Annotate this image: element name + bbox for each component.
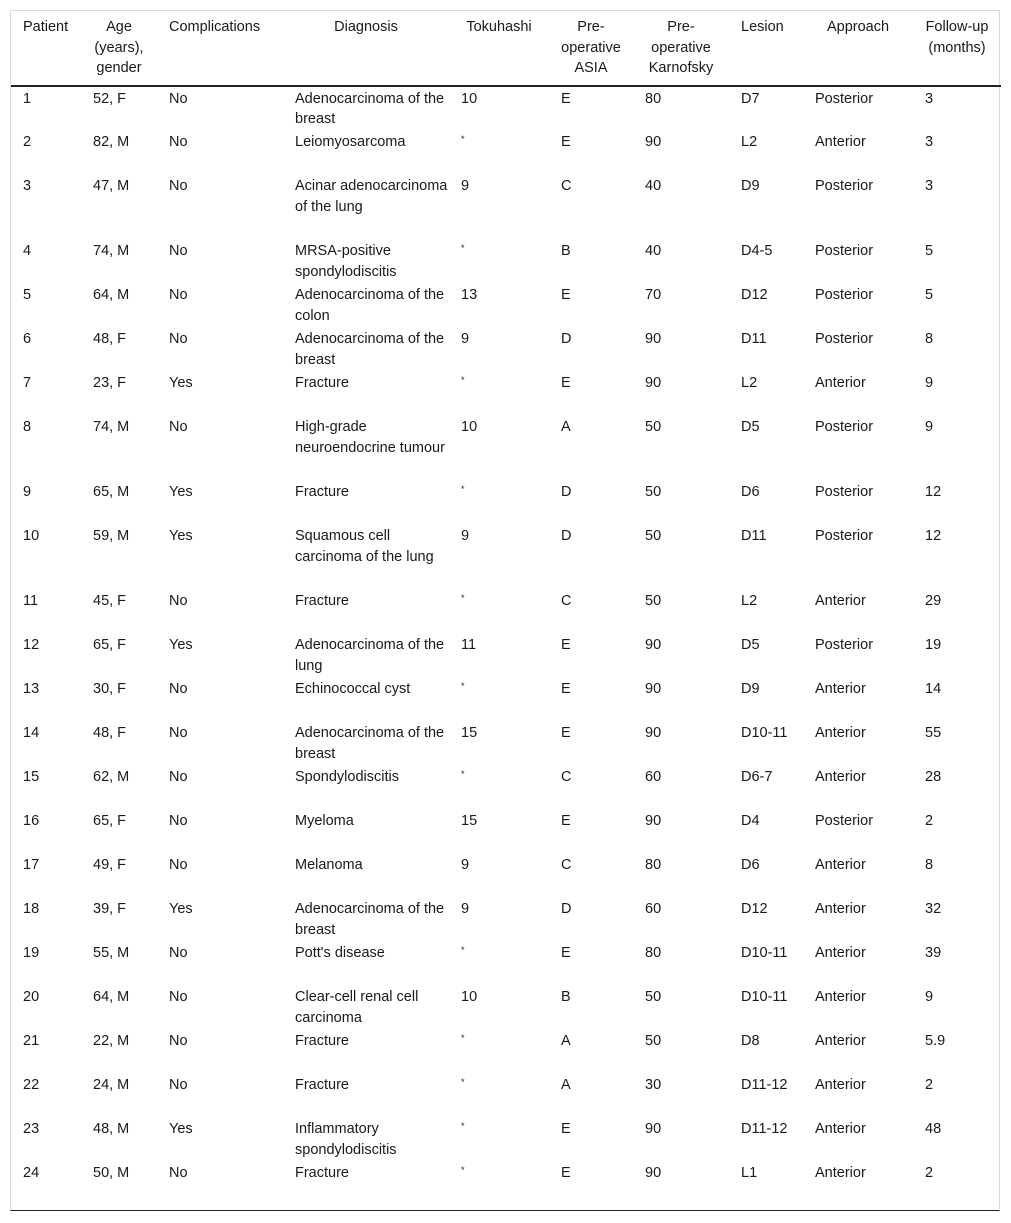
column-header: Age (years), gender — [81, 11, 157, 86]
cell-approach: Anterior — [815, 680, 866, 697]
cell-age: 59, M — [93, 527, 130, 544]
cell-age: 48, F — [93, 330, 127, 347]
cell-complications: No — [169, 1076, 188, 1093]
cell-patient: 14 — [23, 724, 40, 741]
cell-lesion: D10-11 — [741, 724, 788, 741]
cell-complications: No — [169, 724, 188, 741]
cell-lesion: D6-7 — [741, 768, 773, 785]
cell-followup: 48 — [925, 1120, 942, 1137]
cell-tokuhashi: * — [461, 133, 465, 144]
cell-patient: 19 — [23, 944, 40, 961]
table-row — [11, 480, 1001, 524]
cell-patient: 22 — [23, 1076, 40, 1093]
cell-complications: No — [169, 418, 188, 435]
cell-age: 24, M — [93, 1076, 130, 1093]
cell-asia: E — [561, 286, 571, 303]
cell-age: 64, M — [93, 286, 130, 303]
cell-tokuhashi: * — [461, 242, 465, 253]
cell-followup: 3 — [925, 177, 934, 194]
cell-asia: C — [561, 768, 572, 785]
cell-lesion: D11-12 — [741, 1076, 788, 1093]
table-row — [11, 985, 1001, 1029]
table-row — [11, 721, 1001, 765]
cell-followup: 3 — [925, 90, 934, 107]
cell-tokuhashi: 11 — [461, 636, 477, 653]
table-row — [11, 415, 1001, 480]
cell-approach: Posterior — [815, 242, 874, 259]
cell-complications: No — [169, 330, 188, 347]
cell-asia: A — [561, 418, 571, 435]
cell-followup: 5.9 — [925, 1032, 946, 1049]
table-row — [11, 524, 1001, 589]
cell-followup: 2 — [925, 1076, 934, 1093]
cell-patient: 15 — [23, 768, 40, 785]
cell-diagnosis: Clear-cell renal cell carcinoma — [295, 988, 419, 1026]
table-row — [11, 809, 1001, 853]
cell-age: 65, F — [93, 812, 127, 829]
cell-lesion: D11-12 — [741, 1120, 788, 1137]
cell-lesion: D4 — [741, 812, 760, 829]
cell-asia: E — [561, 90, 571, 107]
cell-diagnosis: Fracture — [295, 483, 349, 500]
cell-age: 47, M — [93, 177, 130, 194]
cell-approach: Anterior — [815, 1032, 866, 1049]
cell-lesion: D9 — [741, 680, 760, 697]
cell-diagnosis: Fracture — [295, 1076, 349, 1093]
cell-age: 49, F — [93, 856, 127, 873]
cell-tokuhashi: * — [461, 374, 465, 385]
cell-tokuhashi: * — [461, 1076, 465, 1087]
cell-lesion: D5 — [741, 418, 760, 435]
cell-lesion: D4-5 — [741, 242, 773, 259]
cell-followup: 9 — [925, 418, 934, 435]
cell-asia: D — [561, 900, 572, 917]
cell-patient: 17 — [23, 856, 40, 873]
cell-approach: Anterior — [815, 1164, 866, 1181]
cell-karnofsky: 50 — [645, 592, 662, 609]
cell-tokuhashi: 9 — [461, 330, 470, 347]
cell-tokuhashi: 15 — [461, 724, 478, 741]
cell-tokuhashi: 9 — [461, 900, 470, 917]
cell-followup: 12 — [925, 527, 942, 544]
cell-approach: Anterior — [815, 1120, 866, 1137]
column-header: Patient — [11, 11, 81, 86]
cell-complications: No — [169, 133, 188, 150]
cell-followup: 2 — [925, 1164, 934, 1181]
cell-diagnosis: Myeloma — [295, 812, 354, 829]
cell-age: 82, M — [93, 133, 130, 150]
cell-lesion: D6 — [741, 483, 760, 500]
cell-tokuhashi: 10 — [461, 418, 478, 435]
cell-approach: Anterior — [815, 1076, 866, 1093]
cell-karnofsky: 90 — [645, 812, 662, 829]
cell-tokuhashi: * — [461, 768, 465, 779]
cell-tokuhashi: * — [461, 1164, 465, 1175]
cell-asia: D — [561, 527, 572, 544]
cell-tokuhashi: * — [461, 592, 465, 603]
cell-complications: No — [169, 1164, 188, 1181]
cell-lesion: D10-11 — [741, 944, 788, 961]
cell-complications: No — [169, 1032, 188, 1049]
cell-lesion: D7 — [741, 90, 760, 107]
cell-karnofsky: 80 — [645, 856, 662, 873]
cell-approach: Anterior — [815, 768, 866, 785]
cell-age: 74, M — [93, 242, 130, 259]
table-row — [11, 174, 1001, 239]
cell-followup: 39 — [925, 944, 942, 961]
cell-approach: Posterior — [815, 418, 874, 435]
cell-approach: Posterior — [815, 812, 874, 829]
column-header: Tokuhashi — [449, 11, 549, 86]
cell-asia: C — [561, 856, 572, 873]
table-row — [11, 86, 1001, 130]
cell-complications: No — [169, 177, 188, 194]
cell-tokuhashi: 15 — [461, 812, 478, 829]
cell-complications: No — [169, 680, 188, 697]
cell-complications: No — [169, 592, 188, 609]
cell-approach: Anterior — [815, 988, 866, 1005]
cell-karnofsky: 80 — [645, 944, 662, 961]
cell-patient: 20 — [23, 988, 40, 1005]
cell-age: 74, M — [93, 418, 130, 435]
cell-asia: D — [561, 483, 572, 500]
cell-diagnosis: Adenocarcinoma of the lung — [295, 636, 445, 674]
cell-lesion: L2 — [741, 374, 758, 391]
cell-approach: Posterior — [815, 177, 874, 194]
cell-followup: 19 — [925, 636, 942, 653]
cell-age: 48, F — [93, 724, 127, 741]
cell-age: 22, M — [93, 1032, 130, 1049]
cell-patient: 5 — [23, 286, 32, 303]
cell-tokuhashi: * — [461, 1032, 465, 1043]
cell-diagnosis: Leiomyosarcoma — [295, 133, 406, 150]
cell-diagnosis: Inflammatory spondylodiscitis — [295, 1120, 397, 1158]
cell-karnofsky: 60 — [645, 900, 662, 917]
table-container — [10, 10, 1000, 1211]
cell-age: 50, M — [93, 1164, 130, 1181]
cell-asia: E — [561, 724, 571, 741]
column-header: Pre-operative ASIA — [549, 11, 633, 86]
cell-patient: 4 — [23, 242, 32, 259]
cell-approach: Anterior — [815, 374, 866, 391]
table-row — [11, 677, 1001, 721]
column-header: Diagnosis — [283, 11, 449, 86]
cell-diagnosis: Acinar adenocarcinoma of the lung — [295, 177, 448, 215]
cell-lesion: D12 — [741, 286, 768, 303]
column-header: Lesion — [729, 11, 803, 86]
cell-karnofsky: 50 — [645, 1032, 662, 1049]
cell-diagnosis: Adenocarcinoma of the colon — [295, 286, 445, 324]
cell-age: 48, M — [93, 1120, 130, 1137]
cell-karnofsky: 90 — [645, 1120, 662, 1137]
cell-diagnosis: Adenocarcinoma of the breast — [295, 724, 445, 762]
cell-diagnosis: Fracture — [295, 374, 349, 391]
cell-patient: 6 — [23, 330, 32, 347]
cell-karnofsky: 60 — [645, 768, 662, 785]
cell-karnofsky: 80 — [645, 90, 662, 107]
cell-patient: 18 — [23, 900, 40, 917]
table-row — [11, 1073, 1001, 1117]
table-row — [11, 633, 1001, 677]
cell-complications: Yes — [169, 527, 193, 544]
cell-karnofsky: 90 — [645, 680, 662, 697]
cell-patient: 23 — [23, 1120, 40, 1137]
cell-approach: Posterior — [815, 330, 874, 347]
cell-age: 23, F — [93, 374, 127, 391]
header-row — [11, 11, 1001, 86]
cell-patient: 21 — [23, 1032, 40, 1049]
cell-lesion: D8 — [741, 1032, 760, 1049]
cell-patient: 11 — [23, 592, 39, 609]
column-header: Complications — [157, 11, 283, 86]
cell-patient: 7 — [23, 374, 32, 391]
table-row — [11, 283, 1001, 327]
cell-tokuhashi: 9 — [461, 527, 470, 544]
cell-followup: 9 — [925, 374, 934, 391]
cell-approach: Posterior — [815, 90, 874, 107]
table-row — [11, 765, 1001, 809]
table-row — [11, 327, 1001, 371]
cell-karnofsky: 90 — [645, 133, 662, 150]
cell-approach: Posterior — [815, 286, 874, 303]
cell-patient: 8 — [23, 418, 32, 435]
cell-followup: 32 — [925, 900, 942, 917]
cell-followup: 3 — [925, 133, 934, 150]
cell-diagnosis: High-grade neuroendocrine tumour — [295, 418, 445, 456]
cell-asia: B — [561, 242, 571, 259]
cell-tokuhashi: 9 — [461, 177, 470, 194]
cell-approach: Anterior — [815, 724, 866, 741]
cell-followup: 55 — [925, 724, 942, 741]
cell-complications: Yes — [169, 636, 193, 653]
cell-complications: Yes — [169, 1120, 193, 1137]
cell-diagnosis: Adenocarcinoma of the breast — [295, 90, 445, 128]
cell-karnofsky: 70 — [645, 286, 662, 303]
cell-karnofsky: 90 — [645, 724, 662, 741]
cell-age: 65, M — [93, 483, 130, 500]
cell-patient: 2 — [23, 133, 32, 150]
cell-followup: 12 — [925, 483, 942, 500]
cell-asia: E — [561, 374, 571, 391]
cell-karnofsky: 40 — [645, 177, 662, 194]
cell-complications: No — [169, 944, 188, 961]
cell-age: 52, F — [93, 90, 127, 107]
cell-karnofsky: 50 — [645, 527, 662, 544]
cell-age: 39, F — [93, 900, 127, 917]
cell-age: 45, F — [93, 592, 127, 609]
cell-tokuhashi: 10 — [461, 90, 478, 107]
cell-followup: 9 — [925, 988, 934, 1005]
cell-approach: Anterior — [815, 944, 866, 961]
cell-tokuhashi: 9 — [461, 856, 470, 873]
cell-approach: Anterior — [815, 900, 866, 917]
table-row — [11, 1161, 1001, 1205]
cell-karnofsky: 90 — [645, 330, 662, 347]
cell-diagnosis: Melanoma — [295, 856, 363, 873]
cell-patient: 24 — [23, 1164, 40, 1181]
cell-diagnosis: Adenocarcinoma of the breast — [295, 330, 445, 368]
cell-tokuhashi: * — [461, 944, 465, 955]
cell-followup: 14 — [925, 680, 942, 697]
cell-patient: 13 — [23, 680, 40, 697]
cell-approach: Anterior — [815, 856, 866, 873]
cell-asia: E — [561, 680, 571, 697]
cell-diagnosis: Echinococcal cyst — [295, 680, 411, 697]
cell-karnofsky: 50 — [645, 418, 662, 435]
cell-complications: Yes — [169, 483, 193, 500]
table-row — [11, 853, 1001, 897]
cell-patient: 16 — [23, 812, 40, 829]
cell-asia: C — [561, 592, 572, 609]
cell-age: 65, F — [93, 636, 127, 653]
cell-age: 30, F — [93, 680, 127, 697]
cell-lesion: D9 — [741, 177, 760, 194]
cell-complications: No — [169, 242, 188, 259]
cell-diagnosis: Fracture — [295, 1164, 349, 1181]
cell-approach: Posterior — [815, 483, 874, 500]
cell-complications: No — [169, 856, 188, 873]
cell-lesion: D11 — [741, 527, 767, 544]
cell-diagnosis: Spondylodiscitis — [295, 768, 399, 785]
cell-tokuhashi: * — [461, 680, 465, 691]
cell-approach: Anterior — [815, 592, 866, 609]
cell-karnofsky: 90 — [645, 1164, 662, 1181]
table-body — [11, 86, 1001, 1205]
cell-patient: 9 — [23, 483, 32, 500]
table-row — [11, 897, 1001, 941]
cell-age: 64, M — [93, 988, 130, 1005]
cell-complications: No — [169, 812, 188, 829]
cell-karnofsky: 50 — [645, 988, 662, 1005]
cell-karnofsky: 90 — [645, 636, 662, 653]
cell-asia: E — [561, 944, 571, 961]
cell-patient: 1 — [23, 90, 32, 107]
cell-lesion: D6 — [741, 856, 760, 873]
cell-diagnosis: MRSA-positive spondylodiscitis — [295, 242, 397, 280]
cell-patient: 12 — [23, 636, 40, 653]
cell-karnofsky: 30 — [645, 1076, 662, 1093]
table-row — [11, 589, 1001, 633]
cell-diagnosis: Squamous cell carcinoma of the lung — [295, 527, 434, 565]
cell-age: 62, M — [93, 768, 130, 785]
cell-diagnosis: Fracture — [295, 592, 349, 609]
cell-patient: 10 — [23, 527, 40, 544]
cell-asia: E — [561, 1120, 571, 1137]
cell-asia: D — [561, 330, 572, 347]
cell-karnofsky: 40 — [645, 242, 662, 259]
cell-lesion: D10-11 — [741, 988, 788, 1005]
table-row — [11, 1029, 1001, 1073]
cell-lesion: D11 — [741, 330, 767, 347]
column-header: Approach — [803, 11, 913, 86]
cell-lesion: L2 — [741, 133, 758, 150]
table-row — [11, 941, 1001, 985]
cell-lesion: D12 — [741, 900, 768, 917]
cell-lesion: D5 — [741, 636, 760, 653]
cell-complications: No — [169, 988, 188, 1005]
cell-diagnosis: Adenocarcinoma of the breast — [295, 900, 445, 938]
table-row — [11, 1117, 1001, 1161]
cell-followup: 29 — [925, 592, 942, 609]
patient-table — [11, 11, 1001, 1205]
cell-asia: E — [561, 636, 571, 653]
cell-followup: 8 — [925, 856, 934, 873]
cell-complications: No — [169, 286, 188, 303]
cell-complications: No — [169, 90, 188, 107]
table-row — [11, 371, 1001, 415]
cell-approach: Anterior — [815, 133, 866, 150]
cell-approach: Posterior — [815, 636, 874, 653]
cell-asia: E — [561, 133, 571, 150]
cell-tokuhashi: * — [461, 483, 465, 494]
cell-karnofsky: 90 — [645, 374, 662, 391]
cell-complications: No — [169, 768, 188, 785]
cell-karnofsky: 50 — [645, 483, 662, 500]
cell-lesion: L1 — [741, 1164, 758, 1181]
cell-asia: A — [561, 1032, 571, 1049]
cell-asia: B — [561, 988, 571, 1005]
table-row — [11, 130, 1001, 174]
cell-followup: 2 — [925, 812, 934, 829]
cell-asia: E — [561, 1164, 571, 1181]
cell-lesion: L2 — [741, 592, 758, 609]
cell-followup: 8 — [925, 330, 934, 347]
cell-tokuhashi: * — [461, 1120, 465, 1131]
cell-diagnosis: Fracture — [295, 1032, 349, 1049]
cell-followup: 28 — [925, 768, 942, 785]
cell-age: 55, M — [93, 944, 130, 961]
column-header: Follow-up (months) — [913, 11, 1001, 86]
cell-tokuhashi: 10 — [461, 988, 478, 1005]
cell-complications: Yes — [169, 374, 193, 391]
cell-followup: 5 — [925, 242, 934, 259]
cell-followup: 5 — [925, 286, 934, 303]
cell-asia: C — [561, 177, 572, 194]
cell-asia: A — [561, 1076, 571, 1093]
table-row — [11, 239, 1001, 283]
cell-complications: Yes — [169, 900, 193, 917]
cell-approach: Posterior — [815, 527, 874, 544]
cell-patient: 3 — [23, 177, 32, 194]
cell-asia: E — [561, 812, 571, 829]
cell-tokuhashi: 13 — [461, 286, 478, 303]
column-header: Pre-operative Karnofsky — [633, 11, 729, 86]
cell-diagnosis: Pott's disease — [295, 944, 385, 961]
